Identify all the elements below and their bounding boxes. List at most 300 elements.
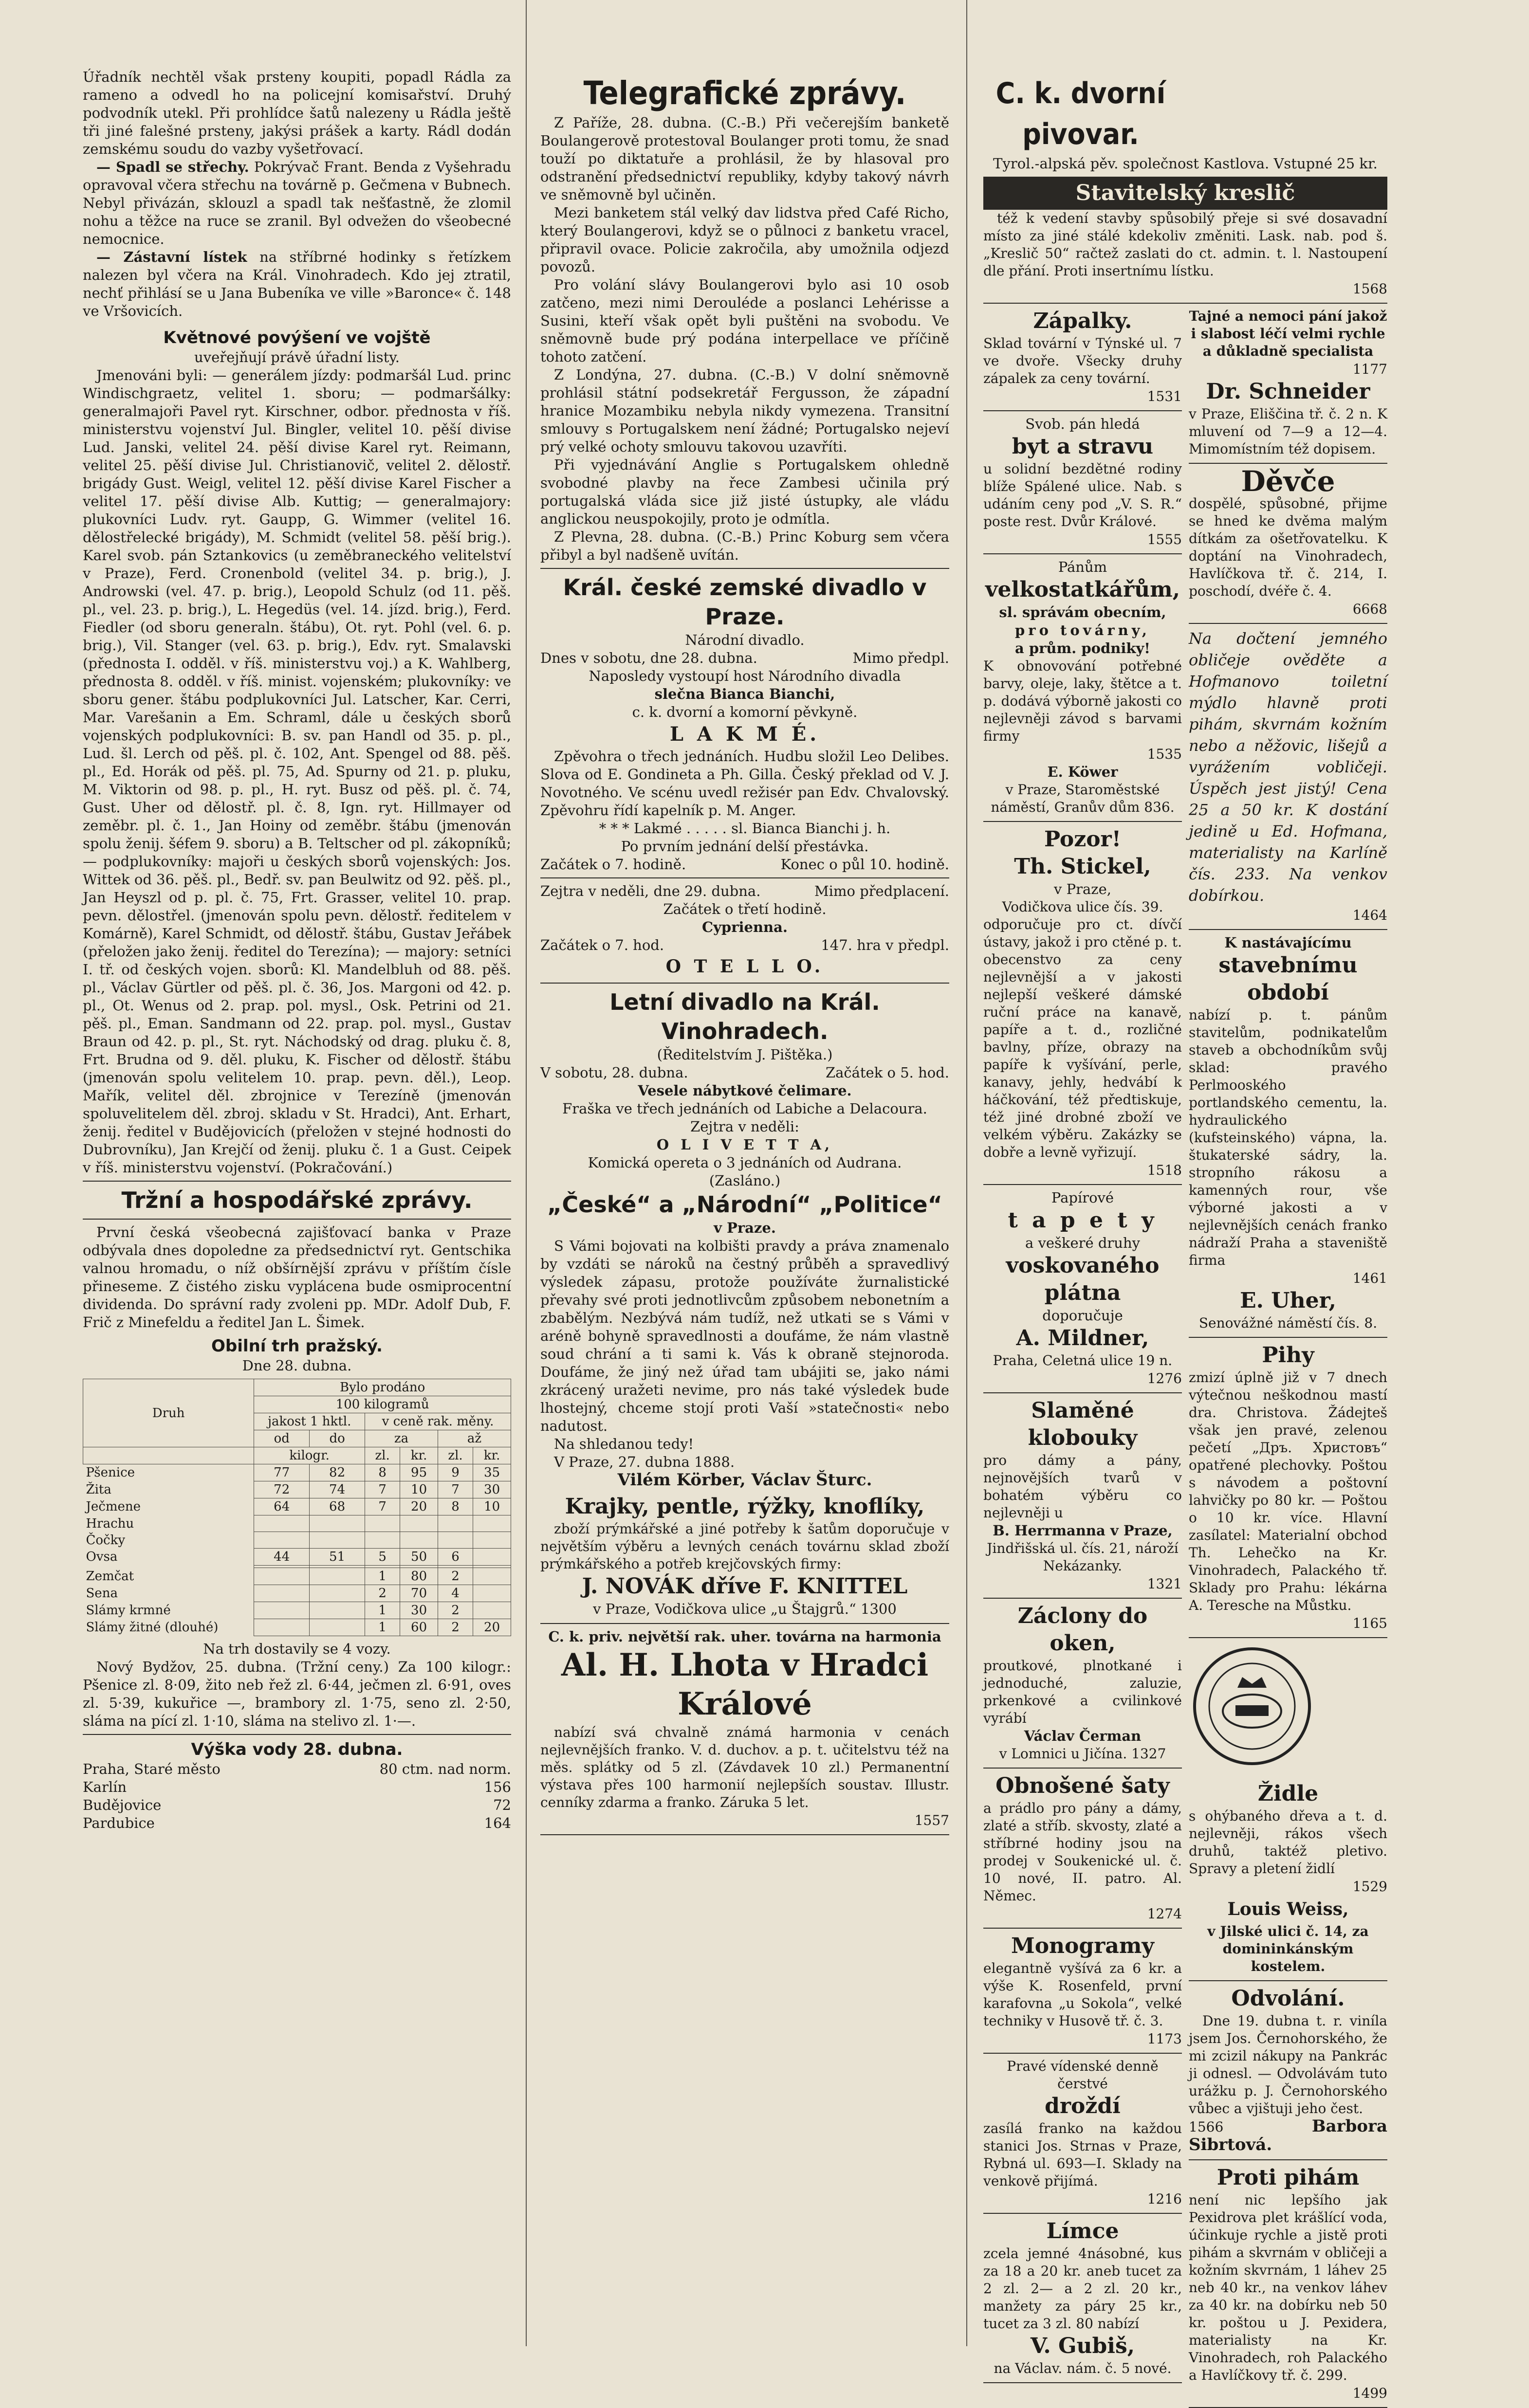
- ad-city: v Praze,: [1054, 881, 1111, 897]
- grain-value: 44: [254, 1549, 310, 1566]
- grain-value: [254, 1585, 310, 1602]
- ad-number: 1173: [1147, 2031, 1182, 2047]
- theatre-line: Začátek o třetí hodině.: [663, 901, 827, 917]
- ad-number: 1518: [1147, 1162, 1182, 1178]
- grain-name: Slámy krmné: [86, 1603, 171, 1618]
- ad-number: 1165: [1352, 1615, 1387, 1631]
- column-divider: [966, 0, 967, 2346]
- ad-address: [983, 1745, 1182, 1763]
- water-place: Budějovice: [83, 1797, 162, 1813]
- advertisement: [1189, 1981, 1387, 2160]
- grain-value: 2: [365, 1585, 400, 1602]
- section-title: Telegrafické zprávy.: [583, 74, 906, 112]
- divider: [83, 1181, 511, 1182]
- ad-title: Odvolání.: [1231, 1986, 1345, 2011]
- ad-text: dospělé, spůsobné, přijme se hned ke dvěma malým dítkám za ošetřovatelku. K doptání na Vinohradech, Havlíčkova tř. č. 214, I. poschodí, dvéře č. 4.: [1189, 495, 1387, 599]
- grain-value: [473, 1568, 511, 1585]
- ad-text: Tajné a nemoci pání jakož i slabost léčí velmi rychle a důkladně specialista: [1189, 308, 1387, 359]
- section-subtitle: uveřejňují právě úřadní listy.: [194, 349, 400, 365]
- advertisement: [1189, 464, 1387, 624]
- grain-value: [310, 1532, 365, 1549]
- ad-title: Proti pihám: [1216, 2165, 1360, 2190]
- theatre-start: Začátek o 5. hod.: [825, 1064, 949, 1081]
- grain-value: 4: [438, 1585, 473, 1602]
- ad-address: [540, 1600, 949, 1618]
- seal-logo-icon: [1189, 1643, 1315, 1770]
- ad-number: 1566: [1189, 2119, 1224, 2135]
- grain-value: 1: [365, 1619, 400, 1636]
- grain-value: [365, 1515, 400, 1532]
- grain-value: 72: [254, 1481, 310, 1498]
- grain-name: Ovsa: [86, 1550, 118, 1564]
- advertisement: [983, 304, 1182, 411]
- ad-address: v Jilské ulici č. 14, za domininkánským kostelem.: [1207, 1923, 1369, 1974]
- ad-subtitle: a prům. podniky!: [1014, 640, 1151, 657]
- article-text: na stříbrné hodinky s řetízkem nalezen byl včera na Král. Vinohradech. Kdo jej ztratil, nechť přihlásí se u Jana Bubeníka ve ville »Baronce« č. 148 ve Vršovicích.: [83, 249, 512, 319]
- article-headline: — Zástavní lístek: [96, 249, 247, 265]
- grain-value: 9: [438, 1464, 473, 1481]
- advertisement: [983, 1599, 1182, 1769]
- ad-text: není nic lepšího jak Pexidrova plet krášlící voda, účinkuje rychle a jistě proti pihám a skvrnám v obličeji a kožním skvrnám, 1 láhev 25 neb 40 kr., na venkov láhev za 40 kr. na dobírku neb 50 kr. poštou u J. Pexidera, materialisty na Kr. Vinohradech, roh Palackého a Havlíčkovy tř. č. 299.: [1189, 2192, 1387, 2383]
- zaslano-label: (Zasláno.): [709, 1172, 781, 1189]
- advertisement: [1189, 930, 1387, 1338]
- grain-value: 74: [310, 1481, 365, 1498]
- ad-firm: E. Uher,: [1240, 1288, 1336, 1313]
- grain-value: [400, 1515, 438, 1532]
- grain-value: 2: [438, 1619, 473, 1636]
- ad-title: Slaměné klobouky: [1028, 1398, 1138, 1450]
- grain-name: Pšenice: [86, 1465, 135, 1480]
- ad-subtitle: doporučuje: [1042, 1307, 1123, 1324]
- table-row: [83, 1464, 511, 1481]
- ad-address: Senovážné náměstí čís. 8.: [1198, 1315, 1378, 1331]
- ad-text: elegantně vyšívá za 6 kr. a výše K. Rosenfeld, první karafovna „u Sokola“, velké techniky v Husově tř. č. 3.: [983, 1960, 1182, 2029]
- grain-value: 2: [438, 1568, 473, 1585]
- ad-title: byt a stravu: [1012, 434, 1154, 459]
- theatre-guest: slečna Bianca Bianchi,: [654, 686, 835, 702]
- water-place: Karlín: [83, 1779, 127, 1795]
- ad-subtitle: K nastávajícímu: [1224, 934, 1352, 951]
- article-text: Nový Bydžov, 25. dubna. (Tržní ceny.) Za 100 kilogr.: Pšenice zl. 8·09, žito neb řež zl. 6·44, ječmen zl. 6·91, oves zl. 5·39, kukuřice —, brambory zl. 1·75, seno zl. 2·50, sláma na pící zl. 1·10, sláma na stelivo zl. 1·—.: [83, 1659, 511, 1729]
- theatre-line: [540, 882, 949, 900]
- ad-title: Obnošené šaty: [995, 1773, 1170, 1798]
- play-cast: * * * Lakmé . . . . . sl. Bianca Bianchi j. h.: [599, 820, 891, 837]
- grain-value: [254, 1532, 310, 1549]
- grain-value: [310, 1568, 365, 1585]
- telegram: Z Plevna, 28. dubna. (C.-B.) Princ Koburg sem včera přibyl a byl nadšeně uvítán.: [540, 529, 949, 563]
- theatre-line: [540, 649, 949, 667]
- ad-number: 1327: [1131, 1746, 1166, 1762]
- water-level-list: [83, 1760, 511, 1832]
- ad-signature: Barbora Sibrtová.: [1189, 2116, 1387, 2154]
- ad-text: zcela jemné 4násobné, kus za 18 a 20 kr. aneb tucet za 2 zl. 2— a 2 zl. 20 kr., manžety za páry 25 kr., tucet za 3 zl. 80 nabízí: [983, 2245, 1182, 2332]
- ad-handwritten-text: Na dočtení jemného obličeje ověděte a Hofmanovo toiletní mýdlo hlavně proti pihám, skvrnám kožním nebo a něžovic, lišejů a vyrážením vobličeji. Úspěch jest jistý! Cena 25 a 50 kr. K dostání jedině u Ed. Hofmana, materialisty na Karlíně čís. 233. Na venkov dobírkou.: [1189, 629, 1387, 905]
- grain-value: 82: [310, 1464, 365, 1481]
- ad-address-text: v Praze, Vodičkova ulice „u Štajgrů.“: [593, 1601, 856, 1617]
- ad-subtitle: sl. správám obecním,: [999, 604, 1166, 620]
- grain-value: 68: [310, 1498, 365, 1515]
- table-header: jakost 1 hktl.: [254, 1413, 365, 1430]
- grain-value: 5: [365, 1549, 400, 1566]
- telegram: Pro volání slávy Boulangerovi bylo asi 10 osob zatčeno, mezi nimi Derouléde a poslanci Lehérisse a Susini, kteří však opět byli puštěni na svobodu. Ve sněmovně bude prý podána interpellace ve příčině tohoto zatčení.: [540, 276, 949, 365]
- telegram: Při vyjednávání Anglie s Portugalskem ohledně svobodné plavby na řece Zambesi učinila prý portugalská vláda sice již jisté ústupky, ale vládu anglickou neuspokojily, proto je odmítla.: [540, 456, 949, 527]
- grain-value: [473, 1549, 511, 1566]
- grain-name: Slámy žitné (dlouhé): [86, 1620, 219, 1635]
- grain-name: Hrachu: [86, 1516, 134, 1531]
- grain-name: Zemčat: [86, 1569, 134, 1584]
- water-value: 80 ctm. nad norm.: [379, 1761, 511, 1777]
- grain-value: [310, 1515, 365, 1532]
- grain-value: 95: [400, 1464, 438, 1481]
- ad-title: Děvče: [1241, 465, 1335, 498]
- grain-name: Sena: [86, 1586, 118, 1601]
- table-header: od: [254, 1430, 310, 1447]
- ad-text: zboží prýmkářské a jiné potřeby k šatům doporučuje v největším výběru a levných cenách továrnu sklad zboží prýmkářského a potřeb krejčovských firmy:: [540, 1521, 949, 1572]
- advertisement: [983, 2214, 1182, 2383]
- ad-text: zasílá franko na každou stanici Jos. Strnas v Praze, Rybná ul. 693—I. Sklady na venkově přijímá.: [983, 2120, 1182, 2189]
- section-subtitle: v Praze.: [714, 1220, 776, 1236]
- theatre-name: Národní divadlo.: [685, 632, 805, 648]
- table-header: zl.: [365, 1447, 400, 1464]
- grain-value: 10: [400, 1481, 438, 1498]
- article-signature: Vilém Körber, Václav Šturc.: [617, 1470, 872, 1490]
- advertisement: [983, 1185, 1182, 1393]
- water-value: 156: [484, 1779, 511, 1795]
- play-title: L A K M É.: [669, 723, 820, 746]
- grain-value: 50: [400, 1549, 438, 1566]
- advertisement: [1189, 1338, 1387, 1638]
- ad-subtitle: Svob. pán hledá: [1025, 416, 1140, 432]
- article-paragraph: [83, 248, 511, 320]
- table-row: [83, 1515, 511, 1532]
- ad-text: nabízí svá chvalně známá harmonia v cenách nejlevnějších franko. V. d. duchov. a p. t. učitelstvu též na měs. splátky od 5 zl. (Závdavek 10 zl.) Permanentní výstava přes 100 harmonií nejlepších soustav. Illustr. cenníky zdarma a franko. Záruka 5 let.: [540, 1724, 949, 1810]
- ad-text: proutkové, plnotkané i jednoduché, zaluzie, prkenkové a cvilinkové vyrábí: [983, 1658, 1182, 1726]
- table-row: [83, 1585, 511, 1602]
- ad-number: 1177: [1352, 361, 1387, 377]
- table-body: [83, 1464, 511, 1636]
- grain-value: [473, 1515, 511, 1532]
- grain-name: Ječmene: [86, 1499, 141, 1514]
- ad-subtitle: Tyrol.-alpská pěv. společnost Kastlova. Vstupné 25 kr.: [993, 155, 1378, 172]
- advertisement: [1189, 2160, 1387, 2408]
- ad-number: 1529: [1352, 1879, 1387, 1895]
- table-header: za: [365, 1430, 438, 1447]
- water-level-row: [83, 1796, 511, 1814]
- table-row: [83, 1498, 511, 1515]
- grain-value: 30: [400, 1602, 438, 1619]
- ad-number: 1535: [1147, 746, 1182, 762]
- grain-value: 7: [365, 1498, 400, 1515]
- article-paragraph: [83, 158, 511, 248]
- table-row: [83, 1532, 511, 1549]
- ad-text: též k vedení stavby spůsobilý přeje si své dosavadní místo za jiné stálé kdekoliv změniti. Lask. nab. pod š. „Kreslič 50“ račtež zaslati do ct. admin. t. l. Nastoupení dle přání. Proti insertnímu lístku.: [983, 210, 1387, 279]
- grain-name: Žita: [86, 1482, 111, 1497]
- advertisement: [1189, 624, 1387, 930]
- ad-address: v Praze, Staroměstské náměstí, Granův dům 836.: [991, 782, 1175, 815]
- ad-text: Sklad tovární v Týnské ul. 7 ve dvoře. Všecky druhy zápalek za ceny tovární.: [983, 335, 1182, 386]
- ad-subtitle: pro továrny,: [1015, 622, 1150, 638]
- ad-title: Pozor!: [1044, 827, 1122, 852]
- ad-number: 1499: [1352, 2385, 1387, 2401]
- section-title: Letní divadlo na Král. Vinohradech.: [609, 989, 880, 1044]
- theatre-line: Naposledy vystoupí host Národního divadla: [589, 668, 901, 684]
- ad-number: 1216: [1147, 2191, 1182, 2207]
- grain-value: [310, 1619, 365, 1636]
- water-value: 164: [484, 1815, 511, 1831]
- ad-number: 1464: [1352, 907, 1387, 923]
- table-header: 100 kilogramů: [254, 1396, 511, 1413]
- grain-value: [473, 1532, 511, 1549]
- ad-row: [983, 304, 1387, 2408]
- grain-value: 6: [438, 1549, 473, 1566]
- ad-firm: Louis Weiss,: [1227, 1899, 1349, 1919]
- ad-title: droždí: [1045, 2094, 1121, 2118]
- water-level-row: [83, 1778, 511, 1796]
- table-header: zl.: [438, 1447, 473, 1464]
- grain-value: 64: [254, 1498, 310, 1515]
- advertisement: [1189, 304, 1387, 464]
- ad-firm: Václav Čerman: [1024, 1728, 1142, 1744]
- advertisement: [983, 822, 1182, 1185]
- play-title: Cyprienna.: [701, 919, 788, 935]
- ad-subtitle: Pánům: [1058, 559, 1107, 575]
- ad-number: 1276: [1147, 1370, 1182, 1386]
- ad-number: 1461: [1352, 1270, 1387, 1286]
- ads-left: [983, 73, 1178, 155]
- ad-address: Vodičkova ulice čís. 39.: [1002, 899, 1163, 915]
- ad-subtitle: Papírové: [1051, 1189, 1114, 1206]
- ad-firm: B. Herrmanna v Praze,: [993, 1522, 1173, 1539]
- grain-value: 35: [473, 1464, 511, 1481]
- ad-subtitle: a veškeré druhy: [1025, 1235, 1141, 1251]
- advertisement: [540, 1489, 949, 1624]
- water-level-row: [83, 1814, 511, 1832]
- play-title: O L I V E T T A,: [656, 1136, 833, 1153]
- telegram: Z Londýna, 27. dubna. (C.-B.) V dolní sněmovně prohlásil státní podsekretář Fergusson, že západní hranice Mozambiku nebyla nikdy vymezena. Transitní smlouvy s Portugalskem není žádné; Portugalsko nejeví prý velké ochoty smlouvu takovou uzavříti.: [540, 366, 949, 455]
- theatre-line: Po prvním jednání delší přestávka.: [621, 838, 869, 855]
- ad-number: 1300: [861, 1601, 897, 1617]
- ad-address-text: v Lomnici u Jičína.: [999, 1746, 1127, 1762]
- article-text: První česká všeobecná zajišťovací banka v Praze odbývala dnes dopoledne za předsednictví ryt. Gentschika valnou hromadu, o níž obšírnější zprávu v příštím čísle přineseme. Z čistého zisku vyplácena bude osmiprocentní dividenda. Do správní rady zvoleni pp. MDr. Adolf Dub, F. Frič z Minefeldu a ředitel Jan L. Šimek.: [83, 1224, 511, 1331]
- grain-value: [310, 1602, 365, 1619]
- grain-value: [365, 1532, 400, 1549]
- table-header: kr.: [400, 1447, 438, 1464]
- ad-title: voskovaného plátna: [1006, 1253, 1160, 1305]
- table-header: Bylo prodáno: [254, 1379, 511, 1396]
- table-header: Druh: [83, 1379, 254, 1447]
- ad-text: s ohýbaného dřeva a t. d. nejlevněji, rákos všech druhů, taktéž pletivo. Spravy a pletení židlí: [1189, 1808, 1387, 1877]
- table-row: [83, 1619, 511, 1636]
- ad-title: velkostatkářům,: [985, 577, 1180, 602]
- ad-title: Stavitelský kreslič: [983, 177, 1387, 210]
- ad-text: Dne 19. dubna t. r. viníla jsem Jos. Černohorského, že mi zcizil nákupy na Pankrác ji odnesl. — Odvolávám tuto urážku p. J. Černohorského vůbec a vjištuji jeho čest.: [1189, 2013, 1387, 2116]
- advertisement: [983, 2054, 1182, 2214]
- ad-title: stavebnímu období: [1218, 953, 1358, 1005]
- section-title: Král. české zemské divadlo v Praze.: [563, 574, 927, 630]
- grain-value: 20: [400, 1498, 438, 1515]
- play-description: Fraška ve třech jednáních od Labiche a Delacoura.: [562, 1100, 927, 1117]
- grain-value: 30: [473, 1481, 511, 1498]
- ad-firm: A. Mildner,: [1016, 1326, 1149, 1350]
- divider: [540, 568, 949, 569]
- ad-text: u solidní bezdětné rodiny blíže Spálené ulice. Nab. s udáním ceny pod „V. S. R.“ poste rest. Dvůr Králové.: [983, 461, 1182, 529]
- grain-value: [254, 1602, 310, 1619]
- ad-text: odporučuje pro ct. dívčí ústavy, jakož i pro ctěné p. t. obecenstvo za ceny nejlevnější a v jakosti nejlepší veškeré dámské ruční práce na kanavě, papíře a t. d., rozličné bavlny, příze, obrazy na papíře k vyšívání, perle, kanavy, jehly, hedvábí k háčkování, též předtiskuje, též jiné drobné zboží ve velkém výběru. Zakázky se dobře a levně vyřizují.: [983, 916, 1182, 1160]
- section-title: Květnové povýšení ve vojště: [163, 328, 431, 347]
- ad-title: Límce: [1046, 2219, 1119, 2244]
- grain-value: 51: [310, 1549, 365, 1566]
- divider: [540, 877, 949, 878]
- ad-number: 1274: [1147, 1906, 1182, 1922]
- grain-value: 80: [400, 1568, 438, 1585]
- advertisement: [983, 411, 1182, 554]
- theatre-note: Mimo předpl.: [852, 650, 949, 666]
- grain-value: 20: [473, 1619, 511, 1636]
- ad-title: J. NOVÁK dříve F. KNITTEL: [582, 1574, 908, 1599]
- ad-subtitle: C. k. priv. největší rak. uher. továrna na harmonia: [548, 1628, 941, 1645]
- ad-firm: Th. Stickel,: [1014, 854, 1151, 879]
- ad-text: K obnovování potřebné barvy, oleje, laky, štětce a t. p. dodává výborně jakosti co nejlevněji závod s barvami firmy: [983, 658, 1182, 744]
- grain-value: 10: [473, 1498, 511, 1515]
- ad-subtitle: Pravé vídenské denně čerstvé: [1007, 2058, 1159, 2092]
- ad-text: a prádlo pro pány a dámy, zlaté a stříb. skvosty, zlaté a stříbrné hodiny jsou na prodej v Soukenické ul. č. 10 nové, II. patro. Al. Němec.: [983, 1800, 1182, 1904]
- ad-address: Jindřišská ul. čís. 21, nároží Nekázanky.: [987, 1540, 1179, 1574]
- theatre-note: 147. hra v předpl.: [821, 937, 949, 953]
- grain-value: [254, 1619, 310, 1636]
- telegram: Mezi banketem stál velký dav lidstva před Café Richo, který Boulangerovi, když se o půlnoci z banketu vracel, připravil ovace. Policie zakročila, aby umožnila odjezd povozů.: [540, 204, 949, 275]
- grain-value: 8: [438, 1498, 473, 1515]
- grain-value: 77: [254, 1464, 310, 1481]
- ad-number: 1557: [914, 1812, 949, 1828]
- divider: [83, 1734, 511, 1735]
- advertisement: [983, 1393, 1182, 1599]
- table-row: [83, 1568, 511, 1585]
- theatre-line: [540, 856, 949, 874]
- advertisement: [983, 554, 1182, 822]
- theatre-start: Začátek o 7. hod.: [540, 937, 664, 953]
- table-header: kilogr.: [254, 1447, 365, 1464]
- article-date: V Praze, 27. dubna 1888.: [554, 1454, 735, 1470]
- grain-value: 7: [365, 1481, 400, 1498]
- advertisement: [1189, 1776, 1387, 1981]
- advertisement: [983, 173, 1387, 304]
- ad-text: pro dámy a pány, nejnovějších tvarů v bohatém výběru co nejlevněji u: [983, 1452, 1182, 1521]
- advertisement: [983, 1929, 1182, 2054]
- ad-title: t a p e t y: [1008, 1208, 1158, 1233]
- table-row: [83, 1602, 511, 1619]
- ad-title: Záclony do oken,: [1017, 1604, 1148, 1656]
- table-header: v ceně rak. měny.: [365, 1413, 511, 1430]
- theatre-start: Začátek o 7. hodině.: [540, 856, 686, 873]
- column-right: [983, 0, 1387, 2401]
- table-row: [83, 1481, 511, 1498]
- theatre-line: c. k. dvorní a komorní pěvkyně.: [632, 704, 858, 720]
- ad-firm: E. Köwer: [1047, 764, 1118, 780]
- grain-value: [473, 1602, 511, 1619]
- divider: [540, 983, 949, 984]
- ad-title: Monogramy: [1011, 1934, 1154, 1958]
- grain-value: [310, 1585, 365, 1602]
- article-text: Na shledanou tedy!: [554, 1436, 694, 1452]
- advertisement: [540, 1624, 949, 1835]
- theatre-line: [540, 936, 949, 954]
- grain-value: 7: [438, 1481, 473, 1498]
- ad-number: 1555: [1147, 531, 1182, 547]
- grain-value: 60: [400, 1619, 438, 1636]
- market-note: Na trh dostavily se 4 vozy.: [203, 1641, 391, 1657]
- grain-value: [438, 1532, 473, 1549]
- section-title: Obilní trh pražský.: [211, 1336, 383, 1356]
- water-value: 72: [493, 1797, 511, 1813]
- table-header: do: [310, 1430, 365, 1447]
- ad-title: Židle: [1257, 1781, 1319, 1806]
- theatre-end: Konec o půl 10. hodině.: [780, 856, 949, 873]
- grain-value: 2: [438, 1602, 473, 1619]
- divider: [83, 1219, 511, 1220]
- grain-value: [254, 1515, 310, 1532]
- column-left: [83, 0, 511, 2346]
- grain-value: 1: [365, 1602, 400, 1619]
- ad-title: Pihy: [1262, 1343, 1314, 1368]
- grain-price-table: [83, 1379, 511, 1636]
- column-divider: [526, 0, 527, 2346]
- theatre-date: Zejtra v neděli, dne 29. dubna.: [540, 883, 761, 899]
- grain-value: [254, 1568, 310, 1585]
- play-description: Zpěvohra o třech jednáních. Hudbu složil Leo Delibes. Slova od E. Gondineta a Ph. Gilla. Český překlad od V. J. Novotného. Ve scénu uvedl režisér pan Edv. Chvalovský. Zpěvohru řídí kapelník p. M. Anger.: [540, 748, 949, 819]
- table-header: kr.: [473, 1447, 511, 1464]
- grain-value: 70: [400, 1585, 438, 1602]
- grain-value: 8: [365, 1464, 400, 1481]
- ad-title: C. k. dvorní pivovar.: [995, 76, 1166, 151]
- theatre-date: V sobotu, 28. dubna.: [540, 1064, 688, 1081]
- theatre-line: [540, 1064, 949, 1082]
- grain-name: Čočky: [86, 1532, 126, 1548]
- ad-firm: V. Gubiš,: [1030, 2334, 1135, 2358]
- advertisement: [983, 1769, 1182, 1929]
- theatre-date: Dnes v sobotu, dne 28. dubna.: [540, 650, 757, 666]
- theatre-line: Zejtra v neděli:: [690, 1118, 799, 1135]
- ad-footer: [1189, 2117, 1387, 2154]
- ad-column: [1189, 304, 1387, 2408]
- ad-text: v Praze, Eliščina tř. č. 2 n. K mluvení od 7—9 a 12—4. Mimomístním též dopisem.: [1189, 406, 1387, 457]
- table-row: [83, 1549, 511, 1566]
- play-title: O T E L L O.: [665, 956, 824, 977]
- column-middle: [540, 0, 949, 2346]
- play-description: Komická opereta o 3 jednáních od Audrana.: [588, 1154, 902, 1171]
- theatre-direction: (Ředitelstvím J. Pištěka.): [657, 1046, 833, 1063]
- ad-title: Dr. Schneider: [1206, 379, 1370, 404]
- ad-text: zmizí úplně již v 7 dnech výtečnou neškodnou mastí dra. Christova. Žádejteš však jen pravé, zelenou pečetí „Дръ. Христовъ“ opatřené plechovky. Poštou s návodem a poštovní lahvičky po 80 kr. — Poštou o 10 kr. více. Hlavní zasílatel: Materialní obchod Th. Lehečko na Kr. Vinohradech, Palackého tř. Sklady pro Prahu: lékárna A. Teresche na Můstku.: [1189, 1369, 1387, 1613]
- grain-value: 1: [365, 1568, 400, 1585]
- article-text: S Vámi bojovati na kolbišti pravdy a práva znamenalo by vzdáti se nároků na čestný průběh a spravedlivý výsledek zápasu, protože používáte žurnalistické převahy své proti jednotlivcům způsobem nebonetním a zbabělým. Nezbývá nám tudíž, než utkati se s Vámi v aréně bohyně spravedlnosti a doufáme, že nám vlastně soud chrání a ti sami k. Vás k obraně stejnoroda. Doufáme, že jiný než úřad tam ubájiti se, jako námi zkrácený uražeti nevime, pro nás také výsledek bude lhostejný, chceme stojí proti Vaší »statečnosti« nebo nadutost.: [540, 1238, 949, 1434]
- article-text: Jmenováni byli: — generálem jízdy: podmaršál Lud. princ Windischgraetz, velitel 1. sboru; — podmaršálky: generalmajoři Pavel ryt. Kirschner, odbor. přednosta v říš. ministerstvu vojenství Jul. Bingler, velitel 10. pěší divise Lud. Janski, velitel 24. pěší divise Karel ryt. Reimann, velitel 25. pěší divise Jul. Christianovič, velitel 2. dělostř. brigády Gust. Weigl, velitel 12. pěší divise Karel Fischer a velitel 17. pěší divise Alb. Kuttig; — generalmajory: plukovníci Ludv. ryt. Gaupp, G. Wimmer (velitel 16. dělostřelecké brigády), M. Schmidt (velitel 58. pěší brig.). Karel svob. pán Sztankovics (u zeměbraneckého velitelství v Praze), Ferd. Cronenbold (velitel 34. p. brig.), J. Androwski (vel. 47. p. brig.), Leopold Schulz (od 11. pěš. pl., vel. 23. p. brig.), L. Hegedüs (vel. 14. jízd. brig.), Ferd. Fiedler (od sboru generaln. štábu), Ot. ryt. Pohl (vel. 6. p. brig.), Vil. Stanger (vel. 63. p. brig.), Edv. ryt. Smalavski (přednosta I. odděl. v říš. ministerstvu voj.) a K. Wahlberg, přednosta 8. odděl. v říš. minist. vojenském; plukovníky: ve sboru gener. štábu podplukovníci Jul. Latscher, Kar. Cerri, Mar. Varešanin a Em. Schraml, dále u českých sborů vojenských podplukovníci: B. sv. pan Handl od 35. p. pl., Lud. šl. Lerch od pěš. pl. č. 102, Ant. Spengel od 88. pěš. pl., Ed. Horák od pěš. pl. 75, Ad. Spurny od 21. p. pluku, M. Viktorin od 98. p. pl., H. ryt. Busz od pěš. pl. č. 74, Gust. Uher od dělostř. pl. č. 8, Ign. ryt. Hillmayer od zeměbr. pl. č. 1., Jan Hoiny od zeměbr. štábu (jmenován spolu ženij. šéfem 9. sboru) a B. Teltscher od pl. zákopníků; — podplukovníky: majoři u českých sborů vojenských: Jos. Wittek od 36. pěš. pl., Bedř. sv. pan Beulwitz od 92. pěš. pl., Jan Heyszl od p. pl. č. 75, Frt. Grasser, velitel 10. prap. pevn. dělostřel. (jmenován spolu pevn. dělostř. ředitelem v Komárně), Karel Schmidt, od dělostř. štábu, Gustav Jeřábek (přeložen jako ženij. ředitel do Terezína); — majory: setníci I. tř. od českých vojen. sborů: Kl. Mandelbluh od 88. pěš. pl., Václav Gürtler od pěš. pl. č. 36, Jos. Margoni od 42. p. pl., Ot. Wenus od 2. prap. pol. mysl., Osk. Petrini od 21. pěš. pl., Eman. Sandmann od 22. prap. pol. mysl., Gustav Braun od 42. p. pl., St. ryt. Náchodský od drag. pluku č. 8, Frt. Brudna od 9. děl. pluku, K. Fischer od dělostř. štábu (jmenován spolu velitelem 10. prap. pevn. děl.), Leop. Mařík, velitel děl. zbrojnice v Terezíně (jmenován spoluvelitelem děl. zbroj. skladu v St. Hradci), Ant. Erhart, ženij. ředitel v Budějovicích (přeložen v stejné hodnosti do Dubrovníku), Jan Krejčí od ženij. pluku č. 1 a Gust. Ceipek v říš. ministerstvu vojenství. (Pokračování.): [83, 367, 511, 1176]
- ad-number: 1531: [1147, 388, 1182, 404]
- ad-address: na Václav. nám. č. 5 nové.: [994, 2360, 1172, 2376]
- section-title: Výška vody 28. dubna.: [191, 1740, 403, 1759]
- ad-title: Krajky, pentle, rýžky, knoflíky,: [565, 1494, 925, 1519]
- ad-text: nabízí p. t. pánům stavitelům, podnikatelům staveb a obchodníkům svůj sklad: pravého Perlmooského portlandského cementu, la. hydraulického (kufsteinského) vápna, la. štukaterské sádry, la. stropního rákosu a kamenných rour, vše výborné jakosti a v nejlevnějších cenách franko nádraží Praha a staveniště firma: [1189, 1007, 1387, 1268]
- grain-value: [400, 1532, 438, 1549]
- section-title: Tržní a hospodářské zprávy.: [121, 1187, 473, 1213]
- water-place: Praha, Staré město: [83, 1761, 221, 1777]
- ad-number: 1321: [1147, 1576, 1182, 1592]
- play-title: Vesele nábytkové čelimare.: [638, 1082, 852, 1099]
- ad-title: Zápalky.: [1033, 309, 1132, 333]
- article-text: Pokrývač Frant. Benda z Vyšehradu opravoval včera střechu na továrně p. Gečmena v Bubnech. Nebyl přivázán, sklouzl a spadl tak nešťastně, že zlomil nohu a těžce na ruce se zranil. Byl odvežen do všeobecné nemocnice.: [83, 159, 512, 247]
- ad-number: 6668: [1352, 601, 1387, 617]
- water-level-row: [83, 1760, 511, 1778]
- theatre-note: Mimo předplacení.: [814, 883, 949, 899]
